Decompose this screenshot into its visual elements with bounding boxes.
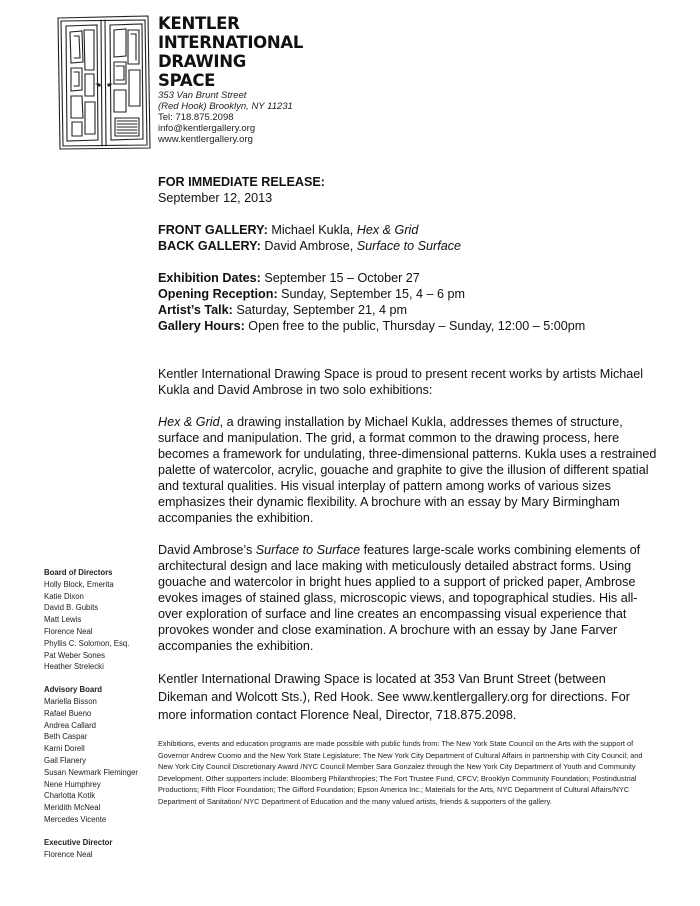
- board-member: Florence Neal: [44, 626, 93, 636]
- org-name-line: INTERNATIONAL: [158, 33, 304, 52]
- exhibition-dates-label: Exhibition Dates:: [158, 271, 261, 285]
- artists-talk: [158, 302, 658, 318]
- kukla-exhibition-title: Hex & Grid: [158, 415, 220, 429]
- opening-reception: [158, 286, 658, 302]
- kukla-paragraph: [158, 414, 658, 526]
- board-member: Heather Strelecki: [44, 662, 104, 672]
- executive-director: [44, 837, 156, 861]
- advisory-member: Nene Humphrey: [44, 779, 101, 789]
- board-member: Katie Dixon: [44, 591, 84, 601]
- advisory-member: Beth Caspar: [44, 732, 88, 742]
- advisory-member: Andrea Callard: [44, 720, 97, 730]
- street-address: 353 Van Brunt Street: [158, 90, 247, 101]
- board-member: Pat Weber Sones: [44, 650, 105, 660]
- back-gallery-artist: David Ambrose,: [260, 239, 357, 253]
- location-paragraph: Kentler International Drawing Space is located at 353 Van Brunt Street (between Dikeman and Wolcott Sts.), Red Hook. See www.kentlergallery.org for directions. For more information contact Florence Neal, Director, 718.875.2098.: [158, 672, 630, 722]
- gallery-hours: [158, 318, 658, 334]
- phone-number: Tel: 718.875.2098: [158, 112, 234, 123]
- release-header: [158, 174, 658, 206]
- release-date: September 12, 2013: [158, 191, 273, 205]
- advisory-heading: Advisory Board: [44, 685, 103, 695]
- door-window-drawing-logo-icon: [54, 12, 152, 152]
- board-heading: Board of Directors: [44, 568, 113, 577]
- org-name-line: KENTLER: [158, 14, 240, 33]
- advisory-member: Karni Dorell: [44, 744, 85, 754]
- advisory-member: Charlotta Kotik: [44, 791, 96, 801]
- artists-talk-label: Artist’s Talk:: [158, 303, 233, 317]
- exhibition-dates: [158, 270, 658, 286]
- sidebar-board-list: [44, 567, 156, 871]
- advisory-member: Mariella Bisson: [44, 696, 97, 706]
- ambrose-description: features large-scale works combining elements of architectural design and lace making with meticulously detailed abstract forms. Using gouache and watercolor in bright hues applied to a support of pricked paper, Ambrose evokes images of stained glass, microscopic views, and topographical studies. His all-over exploration of surface and line creates an encompassing visual experience that provokes wonder and close examination. A brochure with an essay by Jane Farver accompanies the exhibition.: [158, 543, 641, 653]
- advisory-member: Meridith McNeal: [44, 803, 101, 813]
- exec-heading: Executive Director: [44, 837, 113, 847]
- front-gallery-label: FRONT GALLERY:: [158, 223, 268, 237]
- back-gallery-label: BACK GALLERY:: [158, 239, 261, 253]
- ambrose-intro: David Ambrose’s: [158, 543, 256, 557]
- advisory-member: Susan Newmark Fleminger: [44, 767, 139, 777]
- exec-name: Florence Neal: [44, 849, 93, 859]
- front-gallery-artist: Michael Kukla,: [267, 223, 357, 237]
- exhibition-dates-value: September 15 – October 27: [260, 271, 420, 285]
- email-address: info@kentlergallery.org: [158, 123, 256, 134]
- org-name: [158, 14, 303, 90]
- advisory-member: Mercedes Vicente: [44, 814, 107, 824]
- city-address: (Red Hook) Brooklyn, NY 11231: [158, 101, 293, 112]
- board-member: Phyllis C. Solomon, Esq.: [44, 638, 130, 648]
- back-gallery-title: Surface to Surface: [356, 239, 462, 253]
- press-release-body: [158, 174, 658, 823]
- board-of-directors: [44, 567, 156, 673]
- opening-reception-value: Sunday, September 15, 4 – 6 pm: [277, 287, 466, 301]
- intro-paragraph: Kentler International Drawing Space is proud to present recent works by artists Michael Kukla and David Ambrose in two solo exhibitions:: [158, 367, 644, 397]
- website-url: www.kentlergallery.org: [158, 134, 253, 145]
- front-gallery-title: Hex & Grid: [356, 223, 419, 237]
- gallery-hours-label: Gallery Hours:: [158, 319, 245, 333]
- artists-talk-value: Saturday, September 21, 4 pm: [232, 303, 407, 317]
- board-member: David B. Gubits: [44, 603, 99, 613]
- address-block: [158, 90, 293, 145]
- ambrose-exhibition-title: Surface to Surface: [255, 543, 361, 557]
- funding-credits: Exhibitions, events and education programs are made possible with public funds from: The New York State Council on the Arts with the support of Governor Andrew Cuomo and the New York State Legislature; The New York City Department of Cultural Affairs in partnership with City Council; and New York City Council Discretionary Award /NYC Council Member Sara Gonzalez through the New York City Department of Youth and Community Development. Other supporters include: Bloomberg Philanthropies; The Fort Trustee Fund, CFCV; Brooklyn Community Foundation; Postindustrial Productions; Fifth Floor Foundation; The Gifford Foundation; Epson America Inc.; Materials for the Arts, NYC Department of Cultural Affairs/NYC Department of Sanitation/ NYC Department of Education and the many valued artists, friends & supporters of the gallery.: [158, 739, 643, 806]
- kukla-description: , a drawing installation by Michael Kukla, addresses themes of structure, surface and manipulation. The grid, a format common to the drawing process, here becomes a framework for undulating, three-dimensional patterns. Kukla uses a restrained palette of watercolor, acrylic, gouache and graphite to give the illusion of different spatial and textural qualities. His visual interplay of pattern among works of various sizes emphasizes their dynamic flexibility. A brochure with an essay by Mary Birmingham accompanies the exhibition.: [158, 415, 657, 525]
- exhibition-details: [158, 270, 658, 334]
- gallery-hours-value: Open free to the public, Thursday – Sunday, 12:00 – 5:00pm: [244, 319, 586, 333]
- advisory-board: [44, 684, 156, 826]
- gallery-listing: [158, 222, 658, 254]
- release-label: FOR IMMEDIATE RELEASE:: [158, 175, 325, 189]
- board-member: Matt Lewis: [44, 615, 82, 625]
- board-member: Holly Block, Emerita: [44, 579, 114, 589]
- org-name-line: SPACE: [158, 71, 216, 90]
- advisory-member: Rafael Bueno: [44, 708, 92, 718]
- opening-reception-label: Opening Reception:: [158, 287, 278, 301]
- ambrose-paragraph: [158, 542, 658, 654]
- back-gallery-line: [158, 238, 658, 254]
- advisory-member: Gail Flanery: [44, 755, 87, 765]
- org-name-line: DRAWING: [158, 52, 247, 71]
- front-gallery-line: [158, 222, 658, 238]
